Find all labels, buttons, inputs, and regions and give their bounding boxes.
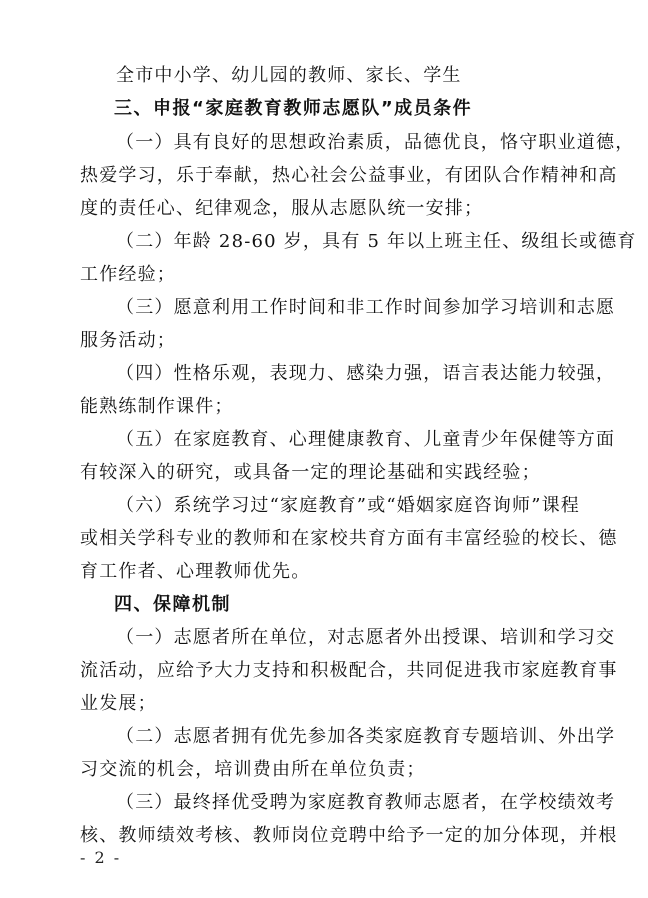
page-number: - 2 - [80,848,122,867]
text-line-11: 能熟练制作课件； [80,396,234,417]
text-line-12: （五）在家庭教育、心理健康教育、儿童青少年保健等方面 [116,429,616,450]
text-line-22: 习交流的机会，培训费由所在单位负责； [80,759,426,780]
text-line-3: （一）具有良好的思想政治素质，品德优良，恪守职业道德， [116,132,635,153]
text-line-20: 业发展； [80,693,157,714]
text-line-8: （三）愿意利用工作时间和非工作时间参加学习培训和志愿 [116,297,616,318]
text-line-9: 服务活动； [80,330,176,351]
text-line-10: （四）性格乐观，表现力、感染力强，语言表达能力较强， [116,363,616,384]
text-line-14: （六）系统学习过“家庭教育”或“婚姻家庭咨询师”课程 [116,495,581,516]
text-line-23: （三）最终择优受聘为家庭教育教师志愿者，在学校绩效考 [116,792,616,813]
text-line-19: 流活动，应给予大力支持和积极配合，共同促进我市家庭教育事 [80,660,618,681]
text-line-6: （二）年龄 28-60 岁，具有 5 年以上班主任、级组长或德育 [116,231,637,252]
text-line-1: 全市中小学、幼儿园的教师、家长、学生 [116,65,462,86]
text-line-18: （一）志愿者所在单位，对志愿者外出授课、培训和学习交 [116,627,616,648]
text-line-15: 或相关学科专业的教师和在家校共育方面有丰富经验的校长、德 [80,528,618,549]
text-line-24: 核、教师绩效考核、教师岗位竞聘中给予一定的加分体现，并根 [80,825,618,846]
section-heading-3: 三、申报“家庭教育教师志愿队”成员条件 [114,98,473,119]
text-line-16: 育工作者、心理教师优先。 [80,561,311,582]
text-line-13: 有较深入的研究，或具备一定的理论基础和实践经验； [80,462,541,483]
text-line-5: 度的责任心、纪律观念，服从志愿队统一安排； [80,198,484,219]
section-heading-4: 四、保障机制 [114,594,231,615]
text-line-21: （二）志愿者拥有优先参加各类家庭教育专题培训、外出学 [116,726,616,747]
text-line-7: 工作经验； [80,264,176,285]
text-line-4: 热爱学习，乐于奉献，热心社会公益事业，有团队合作精神和高 [80,165,618,186]
